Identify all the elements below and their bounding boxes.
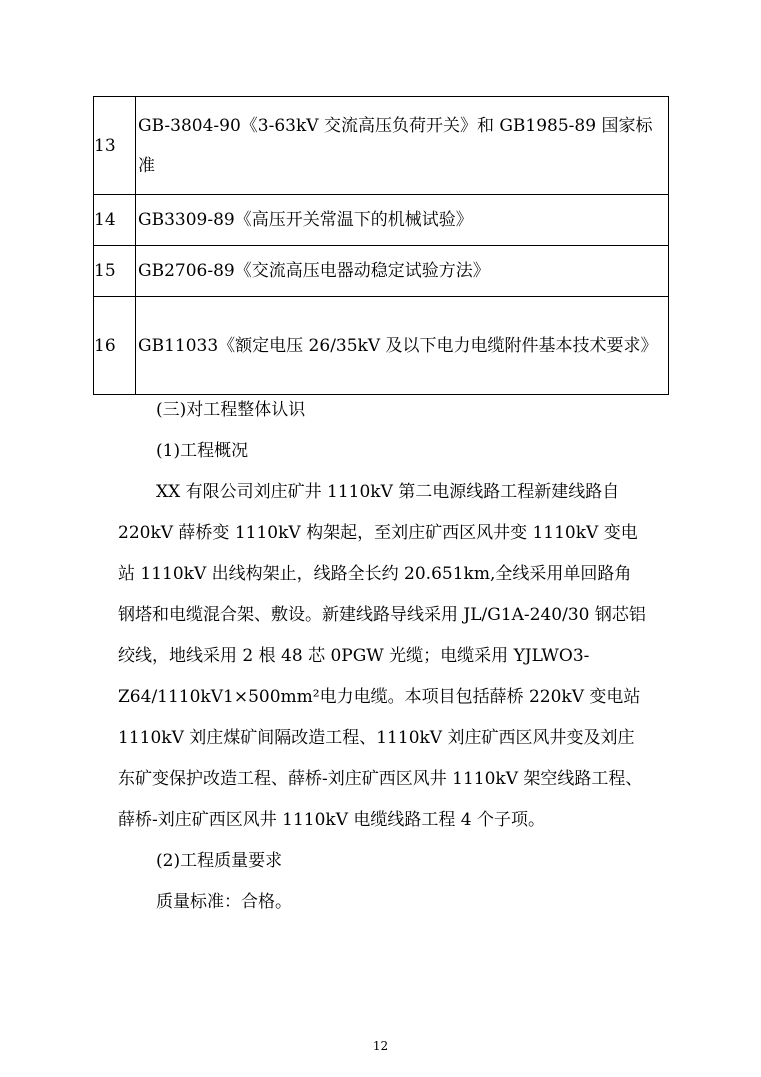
overview-heading: (1)工程概况 — [156, 441, 249, 461]
table-row — [94, 246, 669, 297]
row-number: 13 — [94, 97, 136, 195]
quality-paragraph: 质量标准：合格。 — [156, 892, 292, 912]
row-number: 16 — [94, 297, 136, 395]
page-number: 12 — [372, 1039, 389, 1053]
table-row — [94, 97, 669, 195]
table-row — [94, 297, 669, 395]
standard-title: GB11033《额定电压 26/35kV 及以下电力电缆附件基本技术要求》 — [136, 297, 669, 395]
standard-title: GB3309-89《高压开关常温下的机械试验》 — [136, 195, 669, 246]
overview-paragraph: XX 有限公司刘庄矿井 1110kV 第二电源线路工程新建线路自 220kV 薛桥变 1110kV 构架起，至刘庄矿西区风井变 1110kV 变电站 1110kV 出线构架止，线路全长约 20.651km,全线采用单回路角钢塔和电缆混合架、敷设。新建线路导线采用 JL/G1A-240/30 钢芯铝绞线，地线采用 2 根 48 芯 0PGW 光缆；电缆采用 YJLWO3-Z64/1110kV1×500mm²电力电缆。本项目包括薛桥 220kV 变电站 1110kV 刘庄煤矿间隔改造工程、1110kV 刘庄矿西区风井变及刘庄东矿变保护改造工程、薛桥-刘庄矿西区风井 1110kV 架空线路工程、薛桥-刘庄矿西区风井 1110kV 电缆线路工程 4 个子项。 — [118, 482, 646, 830]
standards-table — [93, 96, 669, 395]
row-number: 14 — [94, 195, 136, 246]
row-number: 15 — [94, 246, 136, 297]
section-heading: (三)对工程整体认识 — [156, 400, 306, 420]
standard-title: GB2706-89《交流高压电器动稳定试验方法》 — [136, 246, 669, 297]
standard-title: GB-3804-90《3-63kV 交流高压负荷开关》和 GB1985-89 国家标准 — [136, 97, 669, 195]
table-row — [94, 195, 669, 246]
body-text — [118, 390, 648, 923]
quality-heading: (2)工程质量要求 — [156, 851, 283, 871]
